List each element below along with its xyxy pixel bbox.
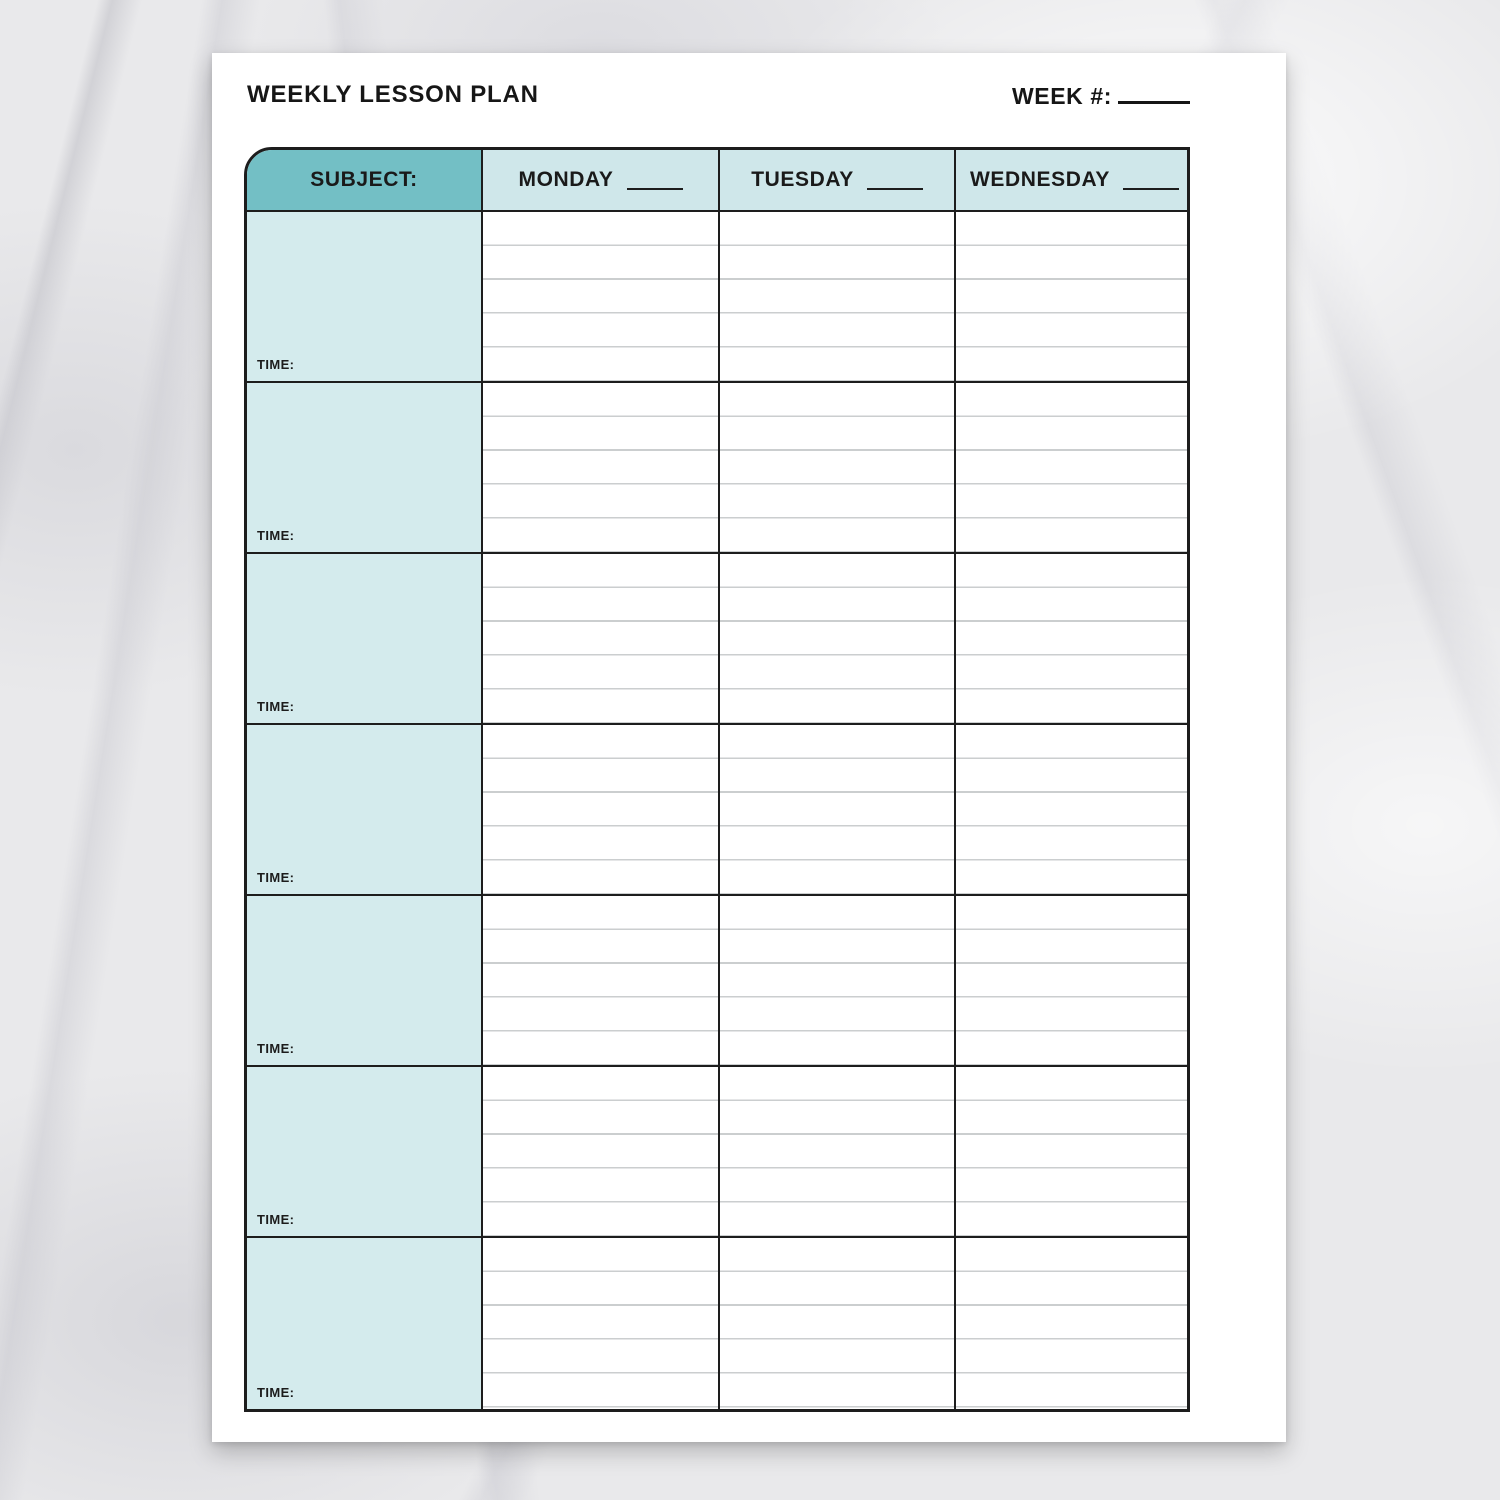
row-1-tuesday-cell — [720, 212, 956, 383]
tuesday-date-blank-line — [867, 170, 923, 190]
row-6-tuesday-cell — [720, 1067, 956, 1238]
tuesday-column-header — [720, 150, 956, 212]
row-4-tuesday-cell — [720, 725, 956, 896]
row-6-monday-cell — [483, 1067, 720, 1238]
page-title: WEEKLY LESSON PLAN — [247, 81, 539, 108]
row-5-subject-cell — [247, 896, 483, 1067]
subject-column-header — [247, 150, 483, 212]
lesson-plan-sheet — [212, 53, 1286, 1442]
wednesday-label: WEDNESDAY — [970, 168, 1110, 191]
tuesday-label: TUESDAY — [751, 168, 854, 191]
row-5-monday-cell — [483, 896, 720, 1067]
row-7-monday-cell — [483, 1238, 720, 1409]
row-7-time-label: TIME: — [257, 1385, 295, 1400]
row-5-tuesday-cell — [720, 896, 956, 1067]
row-5-wednesday-cell — [956, 896, 1190, 1067]
row-3-monday-cell — [483, 554, 720, 725]
week-number-label: WEEK #: — [1011, 83, 1112, 109]
wednesday-date-blank-line — [1123, 170, 1179, 190]
row-1-subject-cell — [247, 212, 483, 383]
week-number-field — [1012, 81, 1190, 110]
row-3-tuesday-cell — [720, 554, 956, 725]
row-4-monday-cell — [483, 725, 720, 896]
row-4-subject-cell — [247, 725, 483, 896]
row-3-subject-cell — [247, 554, 483, 725]
row-2-wednesday-cell — [956, 383, 1190, 554]
row-7-tuesday-cell — [720, 1238, 956, 1409]
row-5-time-label: TIME: — [257, 1041, 295, 1056]
wednesday-column-header — [956, 150, 1190, 212]
monday-date-blank-line — [627, 170, 683, 190]
row-1-time-label: TIME: — [257, 357, 295, 372]
monday-column-header — [483, 150, 720, 212]
row-2-subject-cell — [247, 383, 483, 554]
row-6-time-label: TIME: — [257, 1212, 295, 1227]
row-6-wednesday-cell — [956, 1067, 1190, 1238]
week-number-blank-line — [1118, 81, 1190, 104]
row-2-time-label: TIME: — [257, 528, 295, 543]
row-2-tuesday-cell — [720, 383, 956, 554]
row-1-monday-cell — [483, 212, 720, 383]
row-7-subject-cell — [247, 1238, 483, 1409]
row-3-time-label: TIME: — [257, 699, 295, 714]
row-4-time-label: TIME: — [257, 870, 295, 885]
lesson-plan-table — [244, 147, 1190, 1412]
row-2-monday-cell — [483, 383, 720, 554]
row-6-subject-cell — [247, 1067, 483, 1238]
row-7-wednesday-cell — [956, 1238, 1190, 1409]
subject-header-label: SUBJECT: — [310, 168, 418, 191]
row-1-wednesday-cell — [956, 212, 1190, 383]
row-4-wednesday-cell — [956, 725, 1190, 896]
monday-label: MONDAY — [518, 168, 614, 191]
row-3-wednesday-cell — [956, 554, 1190, 725]
